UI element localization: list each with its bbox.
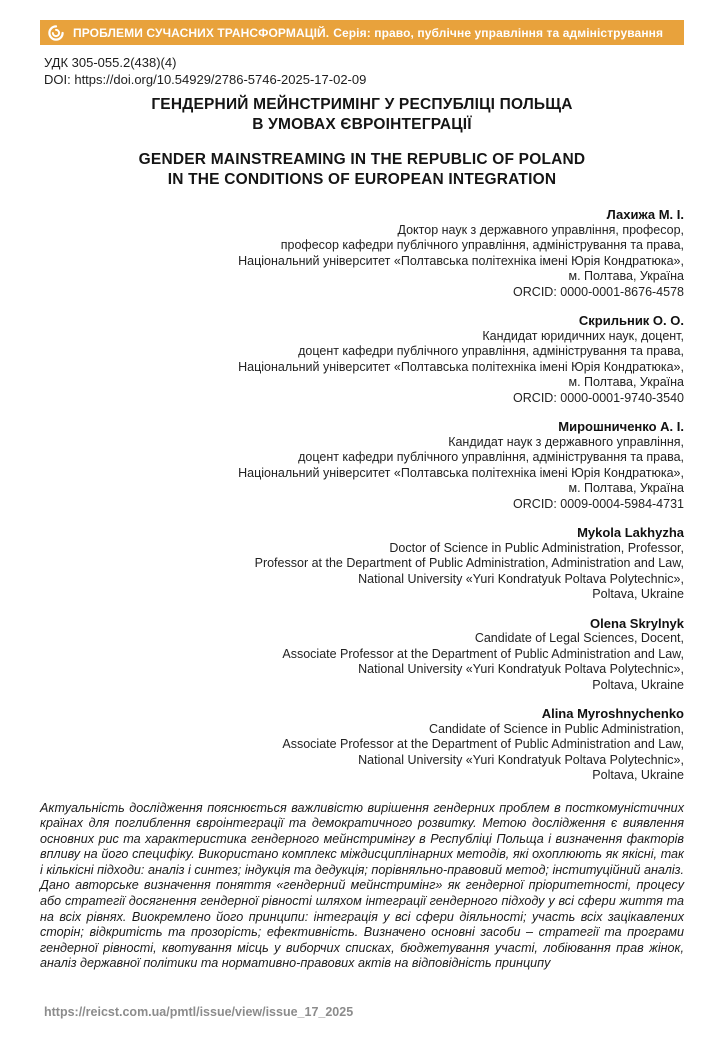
author-name: Скрильник О. О. bbox=[578, 313, 684, 328]
author-block bbox=[40, 313, 684, 406]
author-affiliation-line: Poltava, Ukraine bbox=[592, 677, 684, 692]
author-affiliation-line: м. Полтава, Україна bbox=[568, 481, 684, 495]
author-affiliation-line: Національний університет «Полтавська політехніка імені Юрія Кондратюка», bbox=[238, 359, 684, 374]
author-affiliation-line: ORCID: 0000-0001-8676-4578 bbox=[513, 284, 684, 299]
udc-line: УДК 305-055.2(438)(4) bbox=[44, 55, 177, 70]
author-affiliation-line: м. Полтава, Україна bbox=[568, 375, 684, 389]
author-name: Alina Myroshnychenko bbox=[541, 706, 684, 721]
author-block bbox=[40, 419, 684, 512]
author-affiliation-line: ORCID: 0000-0001-9740-3540 bbox=[513, 390, 684, 405]
author-affiliation-line: Candidate of Science in Public Administration, bbox=[428, 721, 684, 736]
author-affiliation-line: Candidate of Legal Sciences, Docent, bbox=[474, 631, 684, 645]
author-affiliation-line: м. Полтава, Україна bbox=[568, 269, 684, 283]
journal-header-bar bbox=[40, 20, 684, 45]
journal-swirl-logo-icon bbox=[47, 24, 73, 42]
author-affiliation-line: Poltava, Ukraine bbox=[592, 768, 684, 782]
author-affiliation-line: National University «Yuri Kondratyuk Poltava Polytechnic», bbox=[358, 571, 684, 586]
author-block bbox=[40, 525, 684, 603]
author-name: Olena Skrylnyk bbox=[590, 615, 684, 631]
author-name: Mykola Lakhyzha bbox=[577, 525, 684, 540]
abstract-paragraph: Актуальність дослідження пояснюється важливістю вирішення гендерних проблем в посткомуністичних країнах для поглиблення євроінтеграції та демократичного розвитку. Метою дослідження є виявлення основних рис та характеристика гендерного мейнстримінгу в Республіці Польща і визначення факторів впливу на його специфіку. Використано комплекс міждисциплінарних методів, які охоплюють як якісні, так і кількісні підходи: аналіз і синтез; індукція та дедукція; порівняльно-правовий метод; інституційний аналіз. Дано авторське визначення поняття «гендерний мейнстримінг» як гендерної пріоритетності, процесу або стратегії досягнення гендерної рівності шляхом інтеграції гендерного підходу у всі сфери життя та на всіх рівнях. Виокремлено його принципи: інтеграція у всі сфери діяльності; участь всіх зацікавлених сторін; відкритість та прозорість; ефективність. Визначено основні засоби – стратегії та програми гендерної рівності, квотування місць у виборчих списках, бюджетування участі, лобіювання прав жінок, аналіз державної політики та нормативно-правових актів на відповідність принципу bbox=[40, 800, 684, 971]
issue-url[interactable]: https://reicst.com.ua/pmtl/issue/view/issue_17_2025 bbox=[44, 1005, 354, 1019]
author-name: Мирошниченко А. І. bbox=[558, 419, 684, 434]
author-affiliation-line: доцент кафедри публічного управління, адміністрування та права, bbox=[298, 450, 684, 464]
article-title-uk-line2: В УМОВАХ ЄВРОІНТЕГРАЦІЇ bbox=[252, 116, 472, 133]
author-affiliation-line: доцент кафедри публічного управління, адміністрування та права, bbox=[298, 344, 684, 358]
article-title-uk-line1: ГЕНДЕРНИЙ МЕЙНСТРИМІНГ У РЕСПУБЛІЦІ ПОЛЬЩА bbox=[151, 96, 573, 113]
author-affiliation-line: Національний університет «Полтавська політехніка імені Юрія Кондратюка», bbox=[238, 253, 684, 268]
article-title-en-line2: IN THE CONDITIONS OF EUROPEAN INTEGRATION bbox=[167, 171, 557, 188]
journal-series: Серія: право, публічне управління та адміністрування bbox=[333, 25, 664, 40]
article-title-ukrainian bbox=[40, 95, 684, 135]
author-affiliation-line: професор кафедри публічного управління, адміністрування та права, bbox=[280, 238, 684, 252]
author-affiliation-line: Кандидат юридичних наук, доцент, bbox=[482, 328, 684, 343]
author-affiliation-line: ORCID: 0009-0004-5984-4731 bbox=[513, 496, 684, 511]
author-name: Лахижа М. І. bbox=[606, 207, 684, 222]
author-affiliation-line: Associate Professor at the Department of Public Administration and Law, bbox=[282, 737, 684, 751]
authors-section bbox=[40, 207, 684, 784]
author-affiliation-line: Professor at the Department of Public Administration, Administration and Law, bbox=[254, 556, 684, 570]
author-affiliation-line: Poltava, Ukraine bbox=[592, 587, 684, 601]
article-meta bbox=[40, 54, 684, 88]
author-affiliation-line: Doctor of Science in Public Administration, Professor, bbox=[389, 540, 684, 555]
author-affiliation-line: Кандидат наук з державного управління, bbox=[448, 434, 684, 449]
article-title-en-line1: GENDER MAINSTREAMING IN THE REPUBLIC OF POLAND bbox=[138, 151, 586, 168]
journal-title: ПРОБЛЕМИ СУЧАСНИХ ТРАНСФОРМАЦІЙ. bbox=[73, 25, 330, 40]
author-block bbox=[40, 616, 684, 694]
author-block bbox=[40, 207, 684, 300]
document-page bbox=[0, 20, 724, 972]
article-title-english bbox=[40, 150, 684, 190]
author-affiliation-line: Associate Professor at the Department of Public Administration and Law, bbox=[282, 646, 684, 661]
doi-line[interactable]: DOI: https://doi.org/10.54929/2786-5746-2025-17-02-09 bbox=[44, 72, 367, 87]
author-affiliation-line: Доктор наук з державного управління, професор, bbox=[397, 222, 684, 237]
author-affiliation-line: National University «Yuri Kondratyuk Poltava Polytechnic», bbox=[358, 662, 684, 676]
author-block bbox=[40, 706, 684, 784]
journal-bar-text bbox=[73, 26, 663, 40]
author-affiliation-line: National University «Yuri Kondratyuk Poltava Polytechnic», bbox=[358, 752, 684, 767]
author-affiliation-line: Національний університет «Полтавська політехніка імені Юрія Кондратюка», bbox=[238, 465, 684, 480]
